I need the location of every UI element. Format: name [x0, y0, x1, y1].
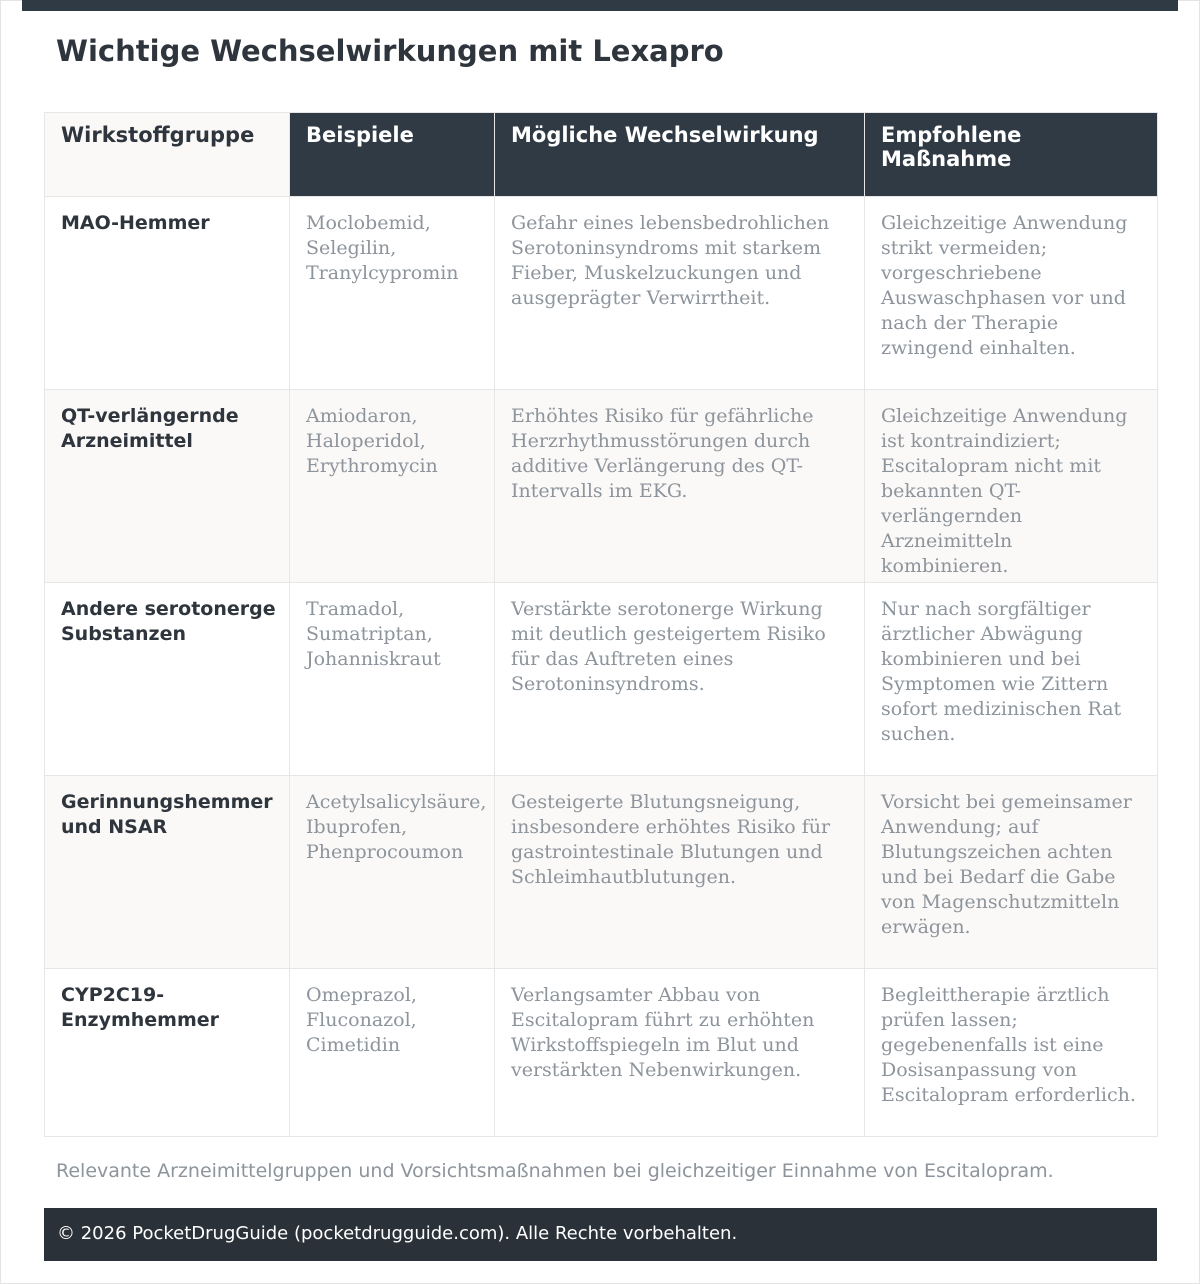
table-row — [45, 390, 1158, 583]
cell-group: Andere serotonerge Substanzen — [45, 583, 290, 776]
cell-measure: Vorsicht bei gemeinsamer Anwendung; auf Blutungszeichen achten und bei Bedarf die Gabe von Magenschutzmitteln erwägen. — [865, 776, 1158, 969]
cell-measure: Gleichzeitige Anwendung strikt vermeiden; vorgeschriebene Auswaschphasen vor und nach der Therapie zwingend einhalten. — [865, 197, 1158, 390]
cell-interaction: Gefahr eines lebensbedrohlichen Serotoninsyndroms mit starkem Fieber, Muskelzuckungen und ausgeprägter Verwirrtheit. — [495, 197, 865, 390]
cell-examples: Amiodaron, Haloperidol, Erythromycin — [290, 390, 495, 583]
cell-group: MAO-Hemmer — [45, 197, 290, 390]
cell-interaction: Erhöhtes Risiko für gefährliche Herzrhythmusstörungen durch additive Verlängerung des QT-Intervalls im EKG. — [495, 390, 865, 583]
cell-examples: Tramadol, Sumatriptan, Johanniskraut — [290, 583, 495, 776]
header-massnahme: Empfohlene Maßnahme — [865, 113, 1158, 197]
cell-examples: Moclobemid, Selegilin, Tranylcypromin — [290, 197, 495, 390]
header-wirkstoffgruppe: Wirkstoffgruppe — [45, 113, 290, 197]
table-header-row — [45, 113, 1158, 197]
table-row — [45, 583, 1158, 776]
interactions-table — [44, 112, 1158, 1137]
cell-measure: Nur nach sorgfältiger ärztlicher Abwägung kombinieren und bei Symptomen wie Zittern sofort medizinischen Rat suchen. — [865, 583, 1158, 776]
cell-measure: Begleittherapie ärztlich prüfen lassen; gegebenenfalls ist eine Dosisanpassung von Escitalopram erforderlich. — [865, 969, 1158, 1137]
cell-interaction: Verlangsamter Abbau von Escitalopram führt zu erhöhten Wirkstoffspiegeln im Blut und verstärkten Nebenwirkungen. — [495, 969, 865, 1137]
table-row — [45, 776, 1158, 969]
header-wechselwirkung: Mögliche Wechselwirkung — [495, 113, 865, 197]
top-accent-bar — [22, 0, 1178, 11]
page-title: Wichtige Wechselwirkungen mit Lexapro — [56, 34, 724, 68]
cell-examples: Acetylsalicylsäure, Ibuprofen, Phenprocoumon — [290, 776, 495, 969]
copyright-footer: © 2026 PocketDrugGuide (pocketdrugguide.com). Alle Rechte vorbehalten. — [44, 1208, 1157, 1261]
table-row — [45, 969, 1158, 1137]
cell-interaction: Gesteigerte Blutungsneigung, insbesondere erhöhtes Risiko für gastrointestinale Blutungen und Schleimhautblutungen. — [495, 776, 865, 969]
header-beispiele: Beispiele — [290, 113, 495, 197]
table-row — [45, 197, 1158, 390]
cell-examples: Omeprazol, Fluconazol, Cimetidin — [290, 969, 495, 1137]
cell-measure: Gleichzeitige Anwendung ist kontraindiziert; Escitalopram nicht mit bekannten QT-verlängernden Arzneimitteln kombinieren. — [865, 390, 1158, 583]
cell-group: CYP2C19-Enzymhemmer — [45, 969, 290, 1137]
table-caption: Relevante Arzneimittelgruppen und Vorsichtsmaßnahmen bei gleichzeitiger Einnahme von Escitalopram. — [56, 1160, 1054, 1182]
cell-interaction: Verstärkte serotonerge Wirkung mit deutlich gesteigertem Risiko für das Auftreten eines Serotoninsyndroms. — [495, 583, 865, 776]
cell-group: Gerinnungshemmer und NSAR — [45, 776, 290, 969]
cell-group: QT-verlängernde Arzneimittel — [45, 390, 290, 583]
